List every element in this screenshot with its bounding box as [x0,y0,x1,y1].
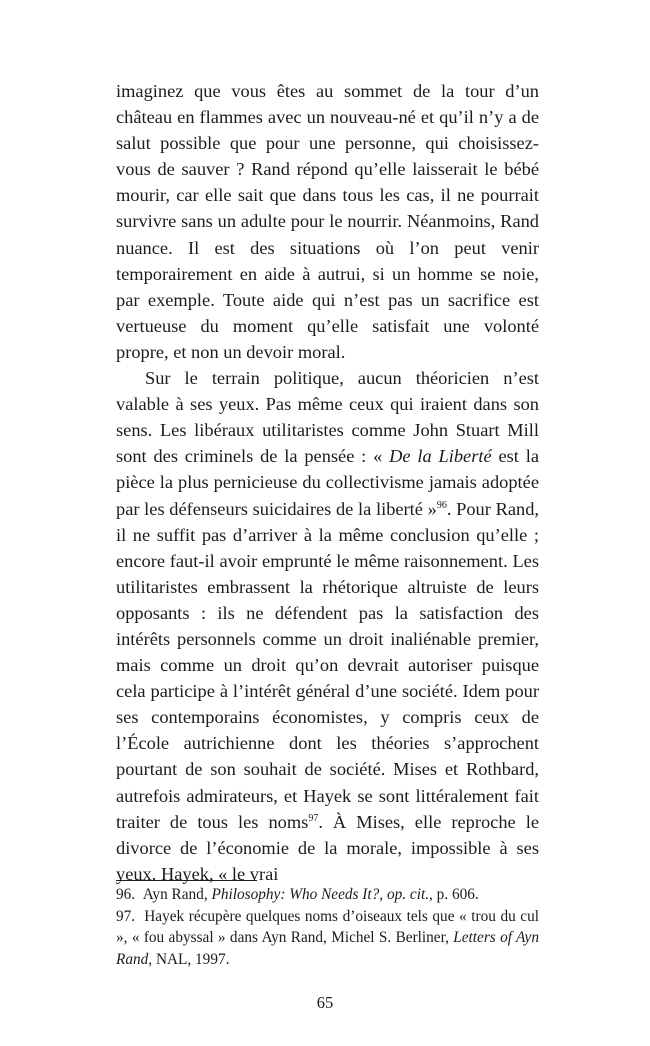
paragraph-2-text-c: . Pour Rand, il ne suffit pas d’arriver à la même conclusion qu’elle ; encore faut-il avoir emprunté le même raisonnement. Les utilitaristes embrassent la rhétorique altruiste de leurs opposants : ils ne défendent pas la satisfaction des intérêts personnels comme un droit inaliénable premier, mais comme un droit qu’on devrait autoriser puisque cela participe à l’intérêt général d’une société. Idem pour ses contemporains économistes, y compris ceux de l’École autrichienne dont les théories s’approchent pourtant de son souhait de société. Mises et Rothbard, autrefois admirateurs, et Hayek se sont littéralement fait traiter de tous les noms [116,498,539,832]
footnote-96-text-c: , p. 606. [429,886,479,903]
footnote-96-book-title: Philosophy: Who Needs It? [211,886,380,903]
paragraph-2-text-a: Sur le terrain politique, aucun théoricien n’est valable à ses yeux. Pas même ceux qui iraient dans son sens. Les libéraux utilitaristes comme John Stuart Mill sont des criminels de la pensée : « [116,368,539,467]
footnote-96 [116,884,539,906]
footnote-97-book-title: Letters of Ayn Rand [116,929,539,968]
body-text [116,78,539,887]
paragraph-2 [116,365,539,887]
paragraph-2-text-b: est la pièce la plus pernicieuse du collectivisme jamais adoptée par les défenseurs suicidaires de la liberté » [116,446,539,519]
footnote-96-text-a: Ayn Rand, [142,886,212,903]
paragraph-2-text-d: . À Mises, elle reproche le divorce de l’économie de la morale, impossible à ses yeux. Hayek, « le vrai [116,811,539,884]
footnote-96-text-b: , [379,886,387,903]
paragraph-1: imaginez que vous êtes au sommet de la tour d’un château en flammes avec un nouveau-né et qu’il n’y a de salut possible que pour une personne, qui choisissez-vous de sauver ? Rand répond qu’elle laisserait le bébé mourir, car elle sait que dans tous les cas, il ne pourrait survivre sans un adulte pour le nourrir. Néanmoins, Rand nuance. Il est des situations où l’on peut venir temporairement en aide à autrui, si un homme se noie, par exemple. Toute aide qui n’est pas un sacrifice est vertueuse du moment qu’elle satisfait une volonté propre, et non un devoir moral. [116,81,539,362]
footnote-96-number: 96. [116,886,136,903]
footnote-96-op-cit: op. cit. [386,886,430,903]
footnote-97-text-b: , NAL, 1997. [148,950,230,968]
footnote-97 [116,906,539,971]
footnote-97-text-a: Hayek récupère quelques noms d’oiseaux tels que « trou du cul », « fou abyssal » dans Ayn Rand, Michel S. Berliner, [116,907,539,946]
footnote-divider [116,880,257,881]
book-title-de-la-liberte: De la Liberté [389,446,492,467]
footnotes [116,884,539,970]
footnote-ref-96: 96 [436,499,447,511]
footnote-97-number: 97. [116,907,136,925]
page-number: 65 [316,993,334,1012]
footnote-ref-97: 97 [308,812,319,824]
